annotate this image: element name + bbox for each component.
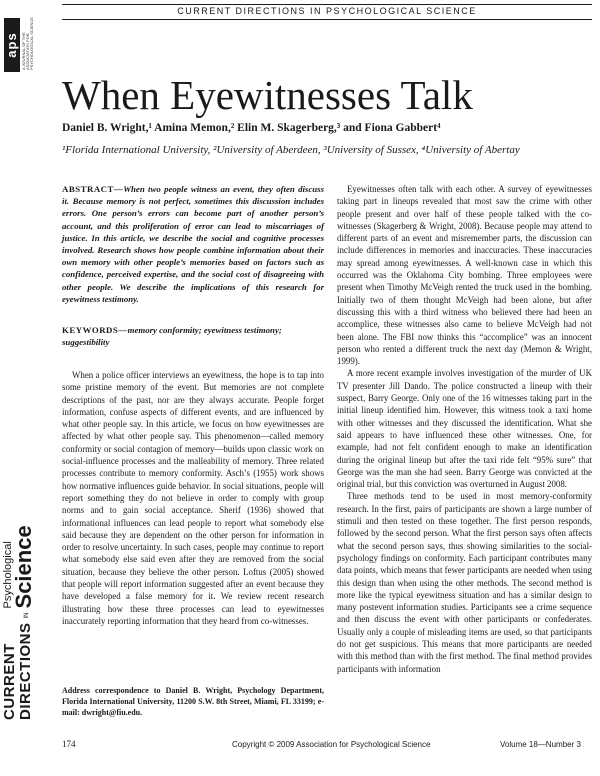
spine-in: IN xyxy=(24,612,30,619)
journal-spine xyxy=(1,525,36,720)
header-rule-top xyxy=(62,4,592,5)
abstract-text: When two people witness an event, they often discuss it. Because memory is not perfect, sometimes this discussion includes errors. One person’s errors can become part of another person’s account, and this proliferation of error can lead to miscarriages of justice. In this article, we describe the social and cognitive processes involved. Research shows how people combine information about their own memory with other people’s memories based on factors such as confidence, perceived expertise, and the social cost of disagreeing with other people. We describe the implications of this research for eyewitness testimony. xyxy=(62,184,324,304)
body-column-right xyxy=(337,183,592,675)
body-column-left xyxy=(62,369,324,627)
keywords xyxy=(62,324,324,348)
body-paragraph: When a police officer interviews an eyewitness, the hope is to tap into some pristine memory of the event. But memories are not complete descriptions of the past, nor are they always accurate. People forget information, confuse aspects of different events, and are influenced by what other people say. In this article, we focus on how eyewitnesses are affected by what other people say. This phenomenon—called memory conformity or social contagion of memory—builds upon classic work on social-influence processes and the malleability of memory. Three related processes contribute to memory conformity. Asch’s (1955) work shows how normative influences guide behavior. In social situations, people will report something they do not believe in order to comply with group norms and to gain social acceptance. Sherif (1936) showed that informational influences can lead people to report what somebody else said because they are dependent on the other person for information in order to resolve uncertainty. In such cases, people may continue to report what somebody else said even after they are removed from the social situation, because they believe the other person. Loftus (2005) showed that people will report information suggested after an event because they have developed a false memory for it. We review recent research illustrating how these three processes can lead to eyewitnesses inaccurately reporting information that they heard from co-witnesses. xyxy=(62,370,324,626)
aps-logo-text: aps xyxy=(4,32,19,58)
article-authors: Daniel B. Wright,¹ Amina Memon,² Elin M. Skagerberg,³ and Fiona Gabbert⁴ xyxy=(62,122,441,134)
abstract-label: ABSTRACT— xyxy=(62,184,124,194)
spine-science: Science xyxy=(11,525,36,609)
body-paragraph: Three methods tend to be used in most memory-conformity research. In the first, pairs of participants are shown a large number of stimuli and then tested on these together. The first person responds, followed by the second person. What the first person says often affects what the second person says, thus showing similarities to the social-psychology findings on conformity. Each participant contributes many data points, which means that fewer participants are needed when using this design than when using the other methods. The second method is more like the typical eyewitness situation and has a similar design to many postevent information studies. Participants see a crime sequence and then discuss the event with other participants or confederates. Usually only a couple of misleading items are used, so that participants do not get suspicious. This means that more participants are needed with this method than with the first method. The final method provides participants with information xyxy=(337,491,592,674)
abstract xyxy=(62,183,324,305)
body-paragraph: A more recent example involves investigation of the murder of UK TV presenter Jill Dando. The police constructed a lineup with their suspect, Barry George. Only one of the 16 witnesses taking part in the initial lineup identified him. However, this witness took a taxi home with other witnesses and they discussed the identification. What she said appears to have influenced these other witnesses. One, for example, had not felt confident enough to make an identification during the original lineup but after the taxi ride felt “95% sure” that George was the man she had seen. Barry George was convicted at the original trial, but this conviction was overturned in August 2008. xyxy=(337,368,592,490)
aps-logo-tagline: A JOURNAL OF THE ASSOCIATION FOR PSYCHOLOGICAL SCIENCE xyxy=(21,17,34,70)
correspondence-note: Address correspondence to Daniel B. Wright, Psychology Department, Florida International University, 11200 S.W. 8th Street, Miami, FL 33199; e-mail: dwright@fiu.edu. xyxy=(62,686,324,717)
body-paragraph: Eyewitnesses often talk with each other. A survey of eyewitnesses taking part in lineups revealed that most saw the crime with other people present and over half of these people talked with the co-witnesses (Skagerberg & Wright, 2008). Because people may attend to different parts of an event and misremember parts, the discussion can include differences in memories and inaccuracies. These inaccuracies may spread among eyewitnesses. A well-known case in which this occurred was the Oklahoma City bombing. Three employees were present when Timothy McVeigh rented the truck used in the bombing. Initially two of them thought McVeigh had been alone, but after discussing this with a third witness who believed there had been an accomplice, these witnesses also came to believe McVeigh had not been alone. The FBI now thinks this “accomplice” was an innocent person who rented a different truck the next day (Memon & Wright, 1999). xyxy=(337,184,592,367)
page-number: 174 xyxy=(62,739,76,749)
article-title: When Eyewitnesses Talk xyxy=(62,72,473,118)
footer-volume: Volume 18—Number 3 xyxy=(500,740,581,749)
journal-name: CURRENT DIRECTIONS IN PSYCHOLOGICAL SCIENCE xyxy=(177,6,477,16)
keywords-text: memory conformity; eyewitness testimony; suggestibility xyxy=(62,325,282,348)
header-rule-bottom xyxy=(62,19,592,20)
footer-copyright: Copyright © 2009 Association for Psychological Science xyxy=(232,740,431,749)
spine-current: CURRENT xyxy=(1,643,18,720)
spine-directions: DIRECTIONS xyxy=(17,622,34,720)
keywords-label: KEYWORDS— xyxy=(62,325,128,335)
spine-psychological: Psychological xyxy=(2,541,14,609)
article-affiliations: ¹Florida International University, ²University of Aberdeen, ³University of Sussex, ⁴University of Abertay xyxy=(62,144,520,156)
